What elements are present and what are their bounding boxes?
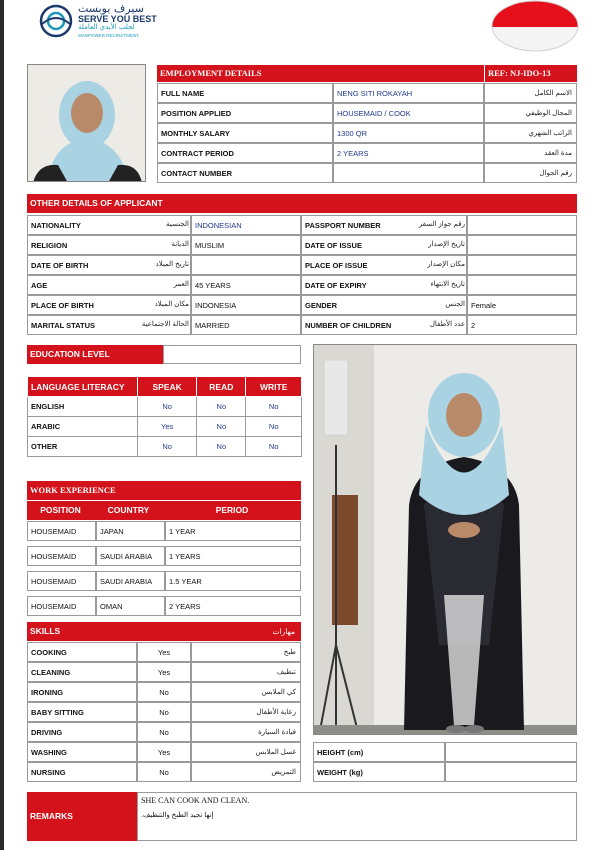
skill-arabic-label: التمريض — [191, 762, 301, 782]
detail-arabic-label: تاريخ الانتهاء — [430, 281, 465, 288]
detail-value: MUSLIM — [191, 235, 301, 255]
employment-row-contact — [157, 163, 577, 183]
reference-text: REF: NJ-IDO-13 — [488, 68, 551, 78]
detail-arabic-label: الجنس — [445, 301, 465, 308]
detail-row-place-of-issue — [301, 255, 577, 275]
skill-value: Yes — [137, 742, 191, 762]
work-period: 1 YEAR — [165, 521, 301, 541]
detail-arabic-label: العمر — [173, 281, 189, 288]
work-period: 2 YEARS — [165, 596, 301, 616]
skill-label: WASHING — [27, 742, 137, 762]
logo-arabic-sub: لجلب الأيدي العاملة — [78, 23, 135, 31]
detail-label: AGE — [27, 275, 191, 295]
skills-title-arabic: مهارات — [272, 627, 295, 636]
detail-label: DATE OF ISSUE — [301, 235, 467, 255]
language-name: OTHER — [28, 437, 138, 457]
work-period: 1.5 YEAR — [165, 571, 301, 591]
detail-value — [191, 255, 301, 275]
field-arabic-label: رقم الجوال — [484, 163, 577, 183]
work-row — [27, 521, 301, 541]
read-value: No — [197, 417, 246, 437]
height-value — [445, 742, 577, 762]
language-row — [28, 437, 302, 457]
field-value: 2 YEARS — [333, 143, 484, 163]
skill-label: DRIVING — [27, 722, 137, 742]
detail-label: PLACE OF BIRTH — [27, 295, 191, 315]
remarks-title: REMARKS — [30, 811, 73, 821]
field-value: NENG SITI ROKAYAH — [333, 83, 484, 103]
skill-label: IRONING — [27, 682, 137, 702]
skill-value: No — [137, 722, 191, 742]
field-arabic-label: الراتب الشهري — [484, 123, 577, 143]
write-value: No — [246, 437, 302, 457]
detail-value — [467, 275, 577, 295]
write-value: No — [246, 417, 302, 437]
detail-row-date-of-expiry — [301, 275, 577, 295]
detail-value: INDONESIA — [191, 295, 301, 315]
education-title: EDUCATION LEVEL — [30, 349, 110, 359]
skill-row — [27, 762, 301, 782]
field-value: HOUSEMAID / COOK — [333, 103, 484, 123]
detail-value: 2 — [467, 315, 577, 335]
detail-label: MARITAL STATUS — [27, 315, 191, 335]
language-header-row — [28, 377, 302, 397]
field-label: MONTHLY SALARY — [157, 123, 333, 143]
write-col-header: WRITE — [246, 377, 302, 397]
work-experience-header — [27, 481, 301, 500]
detail-label: PLACE OF ISSUE — [301, 255, 467, 275]
speak-value: No — [138, 397, 197, 417]
skill-row — [27, 682, 301, 702]
field-arabic-label: مدة العقد — [484, 143, 577, 163]
detail-row-religion — [27, 235, 301, 255]
skill-row — [27, 742, 301, 762]
work-row — [27, 546, 301, 566]
detail-arabic-label: الجنسية — [166, 221, 189, 228]
height-label: HEIGHT (cm) — [313, 742, 445, 762]
country-col-header: COUNTRY — [107, 505, 150, 515]
other-details-title: OTHER DETAILS OF APPLICANT — [30, 198, 163, 208]
work-country: SAUDI ARABIA — [96, 571, 165, 591]
employment-row-full-name — [157, 83, 577, 103]
remarks-english: SHE CAN COOK AND CLEAN. — [141, 796, 250, 805]
skills-header — [27, 622, 301, 641]
employment-title: EMPLOYMENT DETAILS — [160, 68, 262, 78]
work-experience-title: WORK EXPERIENCE — [30, 485, 116, 495]
field-label: FULL NAME — [157, 83, 333, 103]
remarks-box — [137, 792, 577, 841]
detail-arabic-label: الديانة — [171, 241, 189, 248]
employment-row-contract — [157, 143, 577, 163]
other-details-header — [27, 194, 577, 213]
period-col-header: PERIOD — [215, 505, 249, 515]
language-name: ENGLISH — [28, 397, 138, 417]
work-position: HOUSEMAID — [27, 521, 96, 541]
employment-row-position — [157, 103, 577, 123]
write-value: No — [246, 397, 302, 417]
remarks-header — [27, 792, 137, 841]
detail-value — [467, 235, 577, 255]
height-row — [313, 742, 577, 762]
language-name: ARABIC — [28, 417, 138, 437]
full-body-photo — [313, 344, 577, 735]
reference-number — [485, 65, 577, 82]
logo-subtitle: MANPOWER RECRUITMENT — [78, 33, 139, 38]
detail-label: PASSPORT NUMBER — [301, 215, 467, 235]
work-row — [27, 596, 301, 616]
detail-label: NUMBER OF CHILDREN — [301, 315, 467, 335]
skill-value: No — [137, 702, 191, 722]
skill-label: BABY SITTING — [27, 702, 137, 722]
weight-value — [445, 762, 577, 782]
field-arabic-label: الاسم الكامل — [484, 83, 577, 103]
weight-row — [313, 762, 577, 782]
remarks-arabic: .إنها تجيد الطبخ والتنظيف — [141, 812, 214, 819]
detail-label: DATE OF BIRTH — [27, 255, 191, 275]
field-label: CONTACT NUMBER — [157, 163, 333, 183]
detail-label: NATIONALITY — [27, 215, 191, 235]
page-left-edge — [0, 0, 4, 850]
detail-arabic-label: مكان الإصدار — [427, 261, 465, 268]
detail-row-marital-status — [27, 315, 301, 335]
skill-arabic-label: كي الملابس — [191, 682, 301, 702]
employment-header — [157, 65, 484, 82]
detail-row-place-of-birth — [27, 295, 301, 315]
field-value — [333, 163, 484, 183]
language-row — [28, 417, 302, 437]
employment-row-salary — [157, 123, 577, 143]
field-label: POSITION APPLIED — [157, 103, 333, 123]
detail-arabic-label: عدد الأطفال — [429, 321, 465, 328]
work-period: 1 YEARS — [165, 546, 301, 566]
detail-row-gender — [301, 295, 577, 315]
skill-arabic-label: غسل الملابس — [191, 742, 301, 762]
speak-col-header: SPEAK — [138, 377, 197, 397]
detail-value: Female — [467, 295, 577, 315]
detail-label: RELIGION — [27, 235, 191, 255]
education-value — [163, 345, 301, 364]
indonesia-flag-icon — [490, 0, 580, 54]
skill-arabic-label: قيادة السيارة — [191, 722, 301, 742]
skill-value: No — [137, 682, 191, 702]
detail-arabic-label: مكان الميلاد — [154, 301, 189, 308]
language-col-header: LANGUAGE LITERACY — [28, 377, 138, 397]
skill-value: No — [137, 762, 191, 782]
logo-emblem-icon — [38, 4, 74, 38]
skill-label: CLEANING — [27, 662, 137, 682]
skill-arabic-label: رعاية الأطفال — [191, 702, 301, 722]
speak-value: No — [138, 437, 197, 457]
skills-title: SKILLS — [30, 626, 61, 636]
company-logo — [38, 2, 163, 40]
detail-arabic-label: تاريخ الميلاد — [155, 261, 189, 268]
read-col-header: READ — [197, 377, 246, 397]
field-arabic-label: المجال الوظيفي — [484, 103, 577, 123]
position-col-header: POSITION — [40, 505, 81, 515]
skill-value: Yes — [137, 662, 191, 682]
skill-label: NURSING — [27, 762, 137, 782]
work-position: HOUSEMAID — [27, 571, 96, 591]
detail-row-dob — [27, 255, 301, 275]
detail-value: INDONESIAN — [191, 215, 301, 235]
detail-row-children — [301, 315, 577, 335]
work-country: JAPAN — [96, 521, 165, 541]
read-value: No — [197, 437, 246, 457]
logo-arabic: سيرف يوبست — [78, 2, 144, 15]
detail-value — [467, 215, 577, 235]
language-row — [28, 397, 302, 417]
work-columns-header — [27, 501, 301, 520]
work-row — [27, 571, 301, 591]
work-country: OMAN — [96, 596, 165, 616]
skill-row — [27, 702, 301, 722]
skill-row — [27, 722, 301, 742]
profile-photo — [27, 64, 146, 182]
detail-row-date-of-issue — [301, 235, 577, 255]
field-value: 1300 QR — [333, 123, 484, 143]
detail-label: DATE OF EXPIRY — [301, 275, 467, 295]
skill-row — [27, 642, 301, 662]
detail-value: 45 YEARS — [191, 275, 301, 295]
work-country: SAUDI ARABIA — [96, 546, 165, 566]
skill-label: COOKING — [27, 642, 137, 662]
detail-label: GENDER — [301, 295, 467, 315]
portrait-illustration — [28, 65, 146, 182]
speak-value: Yes — [138, 417, 197, 437]
detail-arabic-label: تاريخ الإصدار — [428, 241, 465, 248]
skill-value: Yes — [137, 642, 191, 662]
skill-row — [27, 662, 301, 682]
detail-row-nationality — [27, 215, 301, 235]
skill-arabic-label: طبخ — [191, 642, 301, 662]
read-value: No — [197, 397, 246, 417]
logo-english: SERVE YOU BEST — [78, 14, 157, 24]
weight-label: WEIGHT (kg) — [313, 762, 445, 782]
education-header — [27, 345, 163, 364]
detail-value: MARRIED — [191, 315, 301, 335]
detail-row-age — [27, 275, 301, 295]
detail-value — [467, 255, 577, 275]
skill-arabic-label: تنظيف — [191, 662, 301, 682]
work-position: HOUSEMAID — [27, 596, 96, 616]
detail-arabic-label: رقم جواز السفر — [418, 221, 465, 228]
detail-row-passport — [301, 215, 577, 235]
detail-arabic-label: الحالة الاجتماعية — [141, 321, 189, 328]
work-position: HOUSEMAID — [27, 546, 96, 566]
field-label: CONTRACT PERIOD — [157, 143, 333, 163]
full-body-illustration — [314, 345, 577, 735]
language-table — [27, 376, 302, 457]
